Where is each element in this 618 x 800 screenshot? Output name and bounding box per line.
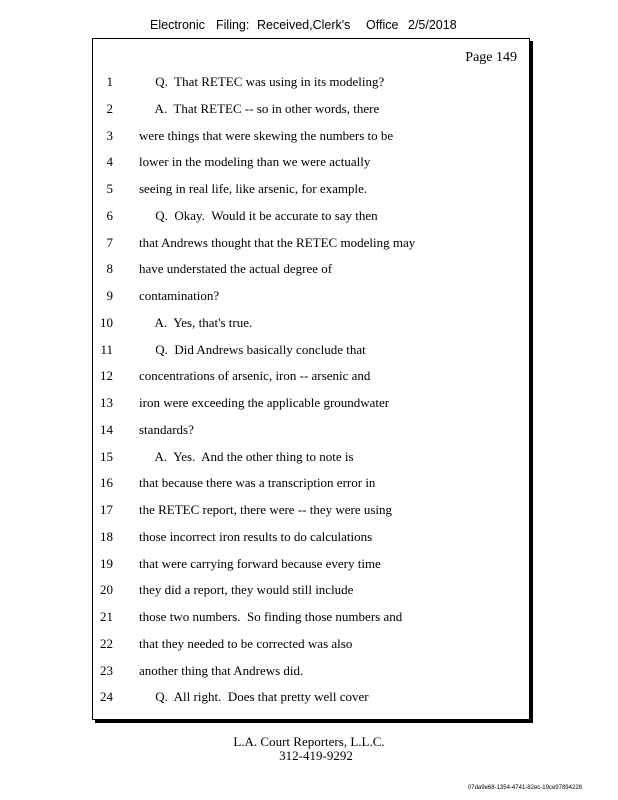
- line-number: 19: [100, 555, 113, 571]
- document-id: 07da9e68-1354-4741-82ec-19ce97894228: [467, 785, 582, 791]
- line-number: 6: [106, 207, 113, 223]
- line-text: the RETEC report, there were -- they were using: [139, 502, 393, 517]
- page-number: Page 149: [465, 50, 517, 65]
- filing-header-word-office: Office: [366, 18, 399, 32]
- line-text: Q. Did Andrews basically conclude that: [139, 341, 366, 357]
- filing-header-date: 2/5/2018: [408, 18, 457, 32]
- line-text: that because there was a transcription error in: [139, 475, 376, 491]
- line-text: standards?: [139, 421, 194, 437]
- line-text: A. That RETEC -- so in other words, there: [139, 100, 380, 116]
- line-text: that Andrews thought that the RETEC modeling may: [139, 234, 416, 250]
- line-text: another thing that Andrews did.: [139, 662, 304, 678]
- line-text: A. Yes, that's true.: [139, 314, 253, 330]
- line-text: those two numbers. So finding those numbers and: [139, 609, 403, 624]
- line-text: lower in the modeling than we were actually: [139, 154, 371, 170]
- line-text: A. Yes. And the other thing to note is: [139, 448, 354, 464]
- line-number: 9: [106, 288, 113, 303]
- line-number: 15: [100, 448, 113, 464]
- filing-header-word-electronic: Electronic: [150, 18, 205, 32]
- line-text: seeing in real life, like arsenic, for example.: [139, 181, 368, 196]
- line-number: 16: [100, 475, 113, 491]
- line-text: that were carrying forward because every time: [139, 555, 381, 571]
- line-text: were things that were skewing the numbers to be: [139, 127, 394, 143]
- line-number: 13: [100, 395, 113, 410]
- line-number: 3: [106, 127, 113, 143]
- line-text: Q. All right. Does that pretty well cover: [139, 689, 369, 705]
- filing-header-word-filing: Filing:: [216, 18, 250, 32]
- line-number: 11: [100, 341, 113, 357]
- line-text: those incorrect iron results to do calculations: [139, 528, 373, 544]
- line-number: 22: [100, 635, 113, 651]
- line-text: contamination?: [139, 288, 220, 303]
- line-number: 17: [100, 502, 113, 517]
- line-text: iron were exceeding the applicable groundwater: [139, 395, 390, 410]
- filing-header-word-received: Received,Clerk's: [257, 18, 351, 32]
- line-number: 24: [100, 689, 113, 705]
- transcript-page: [92, 38, 530, 720]
- line-number: 12: [100, 368, 113, 384]
- line-number: 2: [106, 100, 113, 116]
- line-number: 23: [100, 662, 113, 678]
- line-number: 7: [106, 234, 113, 250]
- line-number: 8: [106, 261, 113, 277]
- line-number: 10: [100, 314, 113, 330]
- line-number: 14: [100, 421, 113, 437]
- footer-company: L.A. Court Reporters, L.L.C.: [233, 734, 385, 749]
- line-text: concentrations of arsenic, iron -- arsenic and: [139, 368, 371, 384]
- line-number: 5: [106, 181, 113, 196]
- line-number: 1: [106, 74, 113, 89]
- line-text: Q. Okay. Would it be accurate to say then: [139, 207, 378, 223]
- line-number: 18: [100, 528, 113, 544]
- line-number: 20: [100, 582, 113, 598]
- line-text: Q. That RETEC was using in its modeling?: [139, 74, 385, 89]
- filing-header: [0, 18, 618, 36]
- line-text: that they needed to be corrected was also: [139, 635, 353, 651]
- line-number: 21: [100, 609, 113, 624]
- line-number: 4: [106, 154, 113, 170]
- footer-phone: 312-419-9292: [279, 748, 353, 763]
- line-text: have understated the actual degree of: [139, 261, 333, 277]
- line-text: they did a report, they would still include: [139, 582, 354, 598]
